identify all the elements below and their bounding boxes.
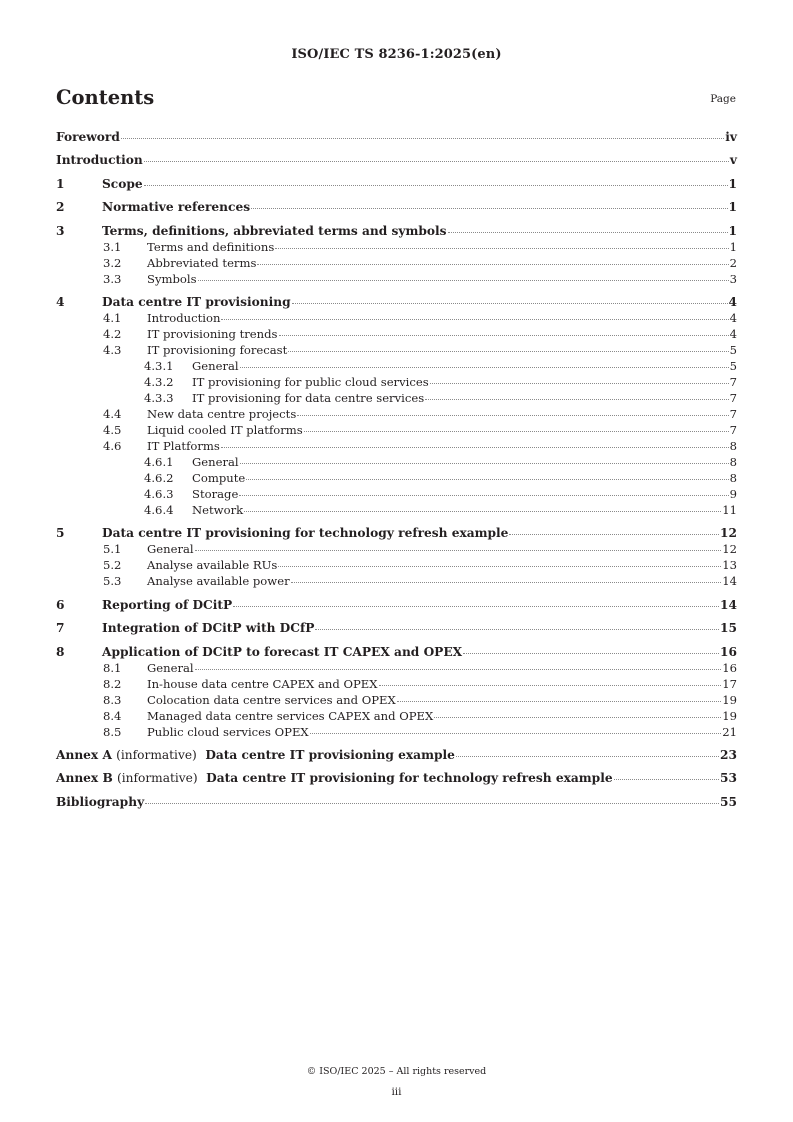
toc-entry-title[interactable]: Reporting of DCitP (102, 597, 233, 612)
toc-entry[interactable] (56, 525, 737, 541)
toc-entry-title[interactable]: General (192, 454, 239, 469)
toc-entry-number: 4.2 (103, 326, 122, 341)
dot-leader (292, 303, 728, 304)
toc-entry-number: 4.6.3 (144, 486, 174, 501)
toc-entry-page: 4 (729, 310, 737, 325)
toc-entry-page: 7 (729, 422, 737, 437)
toc-entry-page: 17 (722, 676, 737, 691)
toc-entry-number: 8.4 (103, 708, 122, 723)
dot-leader (278, 566, 721, 567)
toc-entry-number: 4.3 (103, 342, 122, 357)
toc-entry-page: 4 (728, 294, 737, 309)
toc-entry[interactable] (56, 271, 737, 287)
toc-entry-page: 7 (729, 374, 737, 389)
dot-leader (195, 550, 722, 551)
toc-entry[interactable] (56, 620, 737, 636)
dot-leader (121, 138, 724, 139)
toc-entry-page: 14 (722, 574, 737, 589)
toc-entry[interactable] (56, 358, 737, 374)
toc-entry-title[interactable]: IT Platforms (147, 438, 220, 453)
toc-entry-title[interactable]: Terms and definitions (147, 239, 275, 254)
toc-entry-page: 19 (722, 708, 737, 723)
dot-leader (233, 606, 719, 607)
dot-leader (397, 701, 722, 702)
toc-entry-page: v (729, 153, 737, 168)
toc-entry-title[interactable]: Analyse available RUs (147, 558, 278, 573)
toc-entry-number: 4.3.2 (144, 374, 174, 389)
dot-leader (251, 208, 727, 209)
toc-entry[interactable] (56, 724, 737, 740)
toc-entry-number: 8.1 (103, 660, 122, 675)
dot-leader (304, 431, 729, 432)
toc-entry-number: 8.2 (103, 676, 122, 691)
toc-entry-number: 8.3 (103, 692, 122, 707)
toc-entry-title[interactable]: Abbreviated terms (147, 255, 257, 270)
dot-leader (257, 264, 728, 265)
toc-entry[interactable] (56, 152, 737, 168)
toc-entry-number: 5.1 (103, 542, 122, 557)
toc-entry-page: 9 (729, 486, 737, 501)
toc-entry-page: 13 (722, 558, 737, 573)
toc-entry[interactable] (56, 176, 737, 192)
dot-leader (509, 534, 719, 535)
toc-entry-title[interactable]: Data centre IT provisioning (102, 294, 291, 309)
dot-leader (315, 629, 719, 630)
toc-entry-number: 8.5 (103, 724, 122, 739)
toc-entry-number: 8 (56, 644, 65, 659)
toc-entry[interactable] (56, 470, 737, 486)
toc-entry-number: 3.1 (103, 239, 122, 254)
toc-entry-number: 5 (56, 526, 65, 541)
dot-leader (448, 232, 728, 233)
toc-entry-title[interactable]: Introduction (56, 153, 143, 168)
dot-leader (310, 733, 722, 734)
toc-entry-title[interactable]: Analyse available power (147, 574, 290, 589)
dot-leader (379, 685, 722, 686)
toc-entry[interactable] (56, 326, 737, 342)
toc-entry-title[interactable]: Storage (192, 486, 239, 501)
annex-label: Annex A (56, 747, 112, 762)
annex-note: (informative) (116, 747, 197, 762)
toc-entry-title[interactable]: IT provisioning for data centre services (192, 390, 425, 405)
toc-entry-title[interactable]: Data centre IT provisioning for technology refresh example (102, 526, 509, 541)
toc-entry-number: 7 (56, 621, 65, 636)
toc-entry[interactable] (56, 770, 737, 786)
dot-leader (275, 248, 728, 249)
toc-entry-number: 3.2 (103, 255, 122, 270)
toc-entry-page: 4 (729, 326, 737, 341)
toc-entry-page: 12 (722, 542, 737, 557)
toc-entry-number: 5.2 (103, 558, 122, 573)
dot-leader (430, 383, 729, 384)
dot-leader (288, 351, 728, 352)
dot-leader (456, 756, 719, 757)
toc-entry-page: 15 (720, 621, 737, 636)
toc-entry[interactable] (56, 406, 737, 422)
toc-entry-title[interactable]: Foreword (56, 130, 120, 144)
dot-leader (144, 161, 729, 162)
dot-leader (614, 779, 719, 780)
toc-entry-title[interactable]: Network (192, 502, 244, 517)
annex-label: Annex B (56, 771, 113, 786)
toc-entry-title[interactable]: Integration of DCitP with DCfP (102, 621, 315, 636)
toc-entry[interactable] (56, 342, 737, 358)
toc-entry-title[interactable]: Application of DCitP to forecast IT CAPEX and OPEX (102, 644, 463, 659)
annex-title: Data centre IT provisioning for technology refresh example (206, 771, 613, 786)
toc-entry-page: 8 (729, 470, 737, 485)
toc-entry[interactable] (56, 676, 737, 692)
toc-entry-title[interactable]: Introduction (147, 310, 221, 325)
toc-entry-title[interactable]: IT provisioning trends (147, 326, 278, 341)
toc-entry-title[interactable]: Symbols (147, 271, 197, 286)
toc-entry-number: 4.3.3 (144, 390, 174, 405)
toc-entry-number: 5.3 (103, 574, 122, 589)
dot-leader (221, 447, 729, 448)
toc-entry[interactable] (56, 708, 737, 724)
toc-entry-page: 12 (720, 526, 737, 541)
toc-entry-page: 5 (729, 342, 737, 357)
toc-entry[interactable] (56, 422, 737, 438)
toc-entry-page: 7 (729, 406, 737, 421)
toc-entry-title[interactable]: Colocation data centre services and OPEX (147, 692, 396, 707)
toc-entry-number: 4 (56, 294, 65, 309)
toc-entry-title[interactable]: IT provisioning forecast (147, 342, 288, 357)
toc-entry-number: 4.3.1 (144, 358, 174, 373)
toc-entry-page: 55 (720, 794, 737, 809)
dot-leader (144, 185, 728, 186)
toc-entry-page: 23 (720, 747, 737, 762)
dot-leader (246, 479, 728, 480)
toc-entry-number: 2 (56, 200, 65, 215)
toc-entry-title[interactable]: General (147, 542, 194, 557)
page-number: iii (391, 1086, 402, 1098)
toc-entry-number: 4.1 (103, 310, 122, 325)
toc-entry-page: 14 (720, 597, 737, 612)
toc-entry[interactable] (56, 129, 737, 145)
toc-entry-page: 7 (729, 390, 737, 405)
dot-leader (297, 415, 728, 416)
toc-entry[interactable] (56, 557, 737, 573)
toc-entry[interactable] (56, 660, 737, 676)
toc-entry-page: 53 (720, 771, 737, 786)
toc-entry-page: 1 (729, 239, 737, 254)
toc-entry-title[interactable]: IT provisioning for public cloud services (192, 374, 429, 389)
toc-entry[interactable] (56, 573, 737, 589)
toc-entry[interactable] (56, 502, 737, 518)
toc-entry-title[interactable]: Managed data centre services CAPEX and OPEX (147, 708, 434, 723)
toc-entry[interactable] (56, 692, 737, 708)
dot-leader (463, 653, 719, 654)
toc-entry[interactable] (56, 644, 737, 660)
toc-entry-number: 3 (56, 223, 65, 238)
toc-entry-number: 4.6.1 (144, 454, 174, 469)
toc-entry[interactable] (56, 794, 737, 810)
toc-entry-number: 3.3 (103, 271, 122, 286)
copyright-notice: © ISO/IEC 2025 – All rights reserved (306, 1066, 487, 1077)
contents-heading: Contents (56, 86, 155, 109)
toc-entry-page: 19 (722, 692, 737, 707)
dot-leader (279, 335, 729, 336)
toc-entry-number: 4.6.2 (144, 470, 174, 485)
toc-entry-page: 16 (720, 644, 737, 659)
toc-entry-number: 1 (56, 176, 65, 191)
toc-entry-title[interactable]: Public cloud services OPEX (147, 724, 309, 739)
toc-entry-title[interactable]: General (192, 358, 239, 373)
annex-title: Data centre IT provisioning example (205, 747, 455, 762)
toc-entry[interactable] (56, 454, 737, 470)
toc-entry-title[interactable] (56, 747, 455, 763)
dot-leader (198, 280, 729, 281)
toc-entry-page: 1 (728, 223, 737, 238)
toc-entry-title[interactable]: New data centre projects (147, 406, 297, 421)
toc-entry-page: 5 (729, 358, 737, 373)
dot-leader (244, 511, 721, 512)
table-of-contents (56, 129, 737, 810)
toc-entry-number: 6 (56, 597, 65, 612)
dot-leader (145, 803, 719, 804)
document-id-header: ISO/IEC TS 8236-1:2025(en) (291, 47, 502, 62)
annex-note: (informative) (117, 771, 198, 786)
toc-entry[interactable] (56, 541, 737, 557)
toc-entry-page: iv (725, 130, 737, 144)
dot-leader (239, 495, 728, 496)
dot-leader (425, 399, 728, 400)
toc-entry-number: 4.4 (103, 406, 122, 421)
toc-entry[interactable] (56, 223, 737, 239)
toc-entry-title[interactable]: Compute (192, 470, 246, 485)
toc-entry[interactable] (56, 199, 737, 215)
toc-entry[interactable] (56, 255, 737, 271)
dot-leader (221, 319, 728, 320)
toc-entry-number: 4.6 (103, 438, 122, 453)
toc-entry-title[interactable]: Normative references (102, 200, 251, 215)
toc-entry[interactable] (56, 310, 737, 326)
page-column-label: Page (710, 93, 736, 105)
dot-leader (240, 463, 729, 464)
toc-entry[interactable] (56, 747, 737, 763)
toc-entry-number: 4.5 (103, 422, 122, 437)
toc-entry-page: 11 (722, 502, 737, 517)
toc-entry[interactable] (56, 597, 737, 613)
toc-entry[interactable] (56, 374, 737, 390)
toc-entry[interactable] (56, 438, 737, 454)
toc-entry-page: 16 (722, 660, 737, 675)
toc-entry-number: 4.6.4 (144, 502, 174, 517)
toc-entry[interactable] (56, 294, 737, 310)
dot-leader (195, 669, 722, 670)
toc-entry-page: 21 (722, 724, 737, 739)
toc-entry-page: 1 (728, 176, 737, 191)
toc-entry-page: 8 (729, 438, 737, 453)
toc-entry-page: 2 (729, 255, 737, 270)
toc-entry-title[interactable]: Bibliography (56, 794, 145, 809)
dot-leader (291, 582, 722, 583)
toc-entry[interactable] (56, 486, 737, 502)
toc-entry-title[interactable]: Terms, definitions, abbreviated terms and symbols (102, 223, 447, 238)
toc-entry[interactable] (56, 390, 737, 406)
dot-leader (434, 717, 721, 718)
toc-entry-page: 3 (729, 271, 737, 286)
toc-entry-title[interactable]: General (147, 660, 194, 675)
toc-entry-page: 1 (728, 200, 737, 215)
toc-entry-title[interactable]: In-house data centre CAPEX and OPEX (147, 676, 378, 691)
toc-entry[interactable] (56, 239, 737, 255)
dot-leader (240, 367, 729, 368)
toc-entry-title[interactable] (56, 770, 613, 786)
toc-entry-page: 8 (729, 454, 737, 469)
toc-entry-title[interactable]: Liquid cooled IT platforms (147, 422, 303, 437)
toc-entry-title[interactable]: Scope (102, 176, 143, 191)
